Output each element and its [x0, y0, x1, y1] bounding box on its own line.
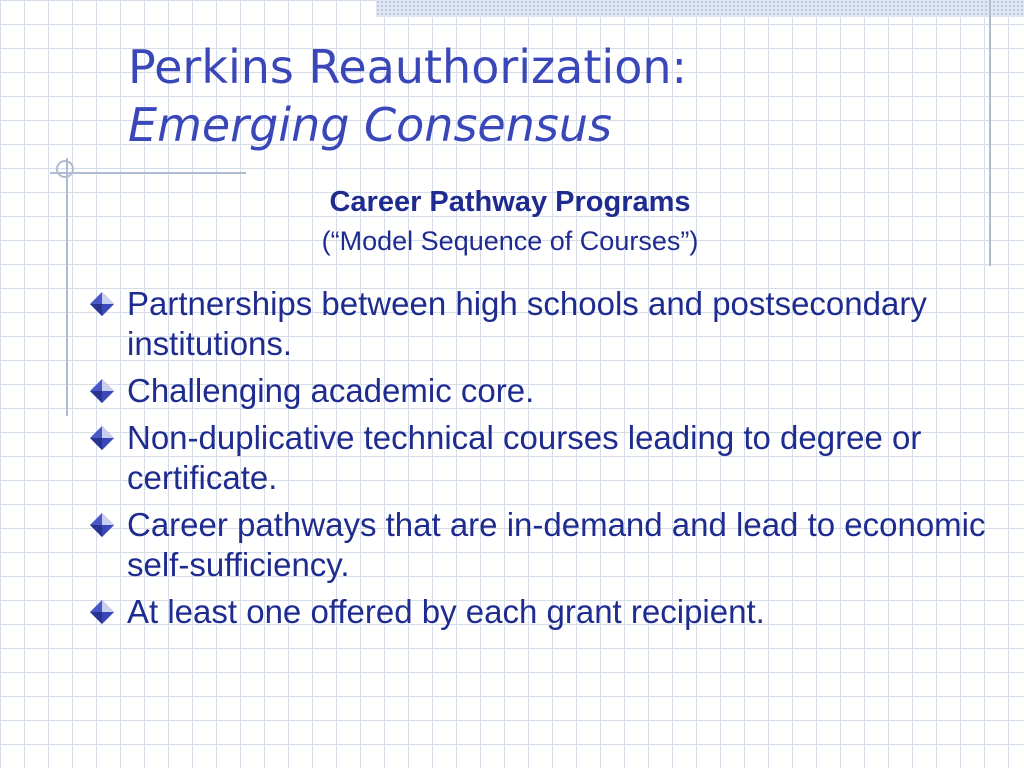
bullet-text: Career pathways that are in-demand and lead to economic self-sufficiency.: [127, 506, 986, 583]
slide-title: [128, 38, 687, 154]
header-band: [376, 0, 1024, 17]
diamond-bullet-icon: [88, 598, 116, 626]
decorative-line-left: [66, 158, 68, 416]
circle-mark-icon: [56, 160, 74, 178]
bullet-item: [88, 505, 988, 585]
diamond-bullet-icon: [88, 511, 116, 539]
slide-subtitle: [200, 183, 820, 261]
bullet-item: [88, 418, 988, 498]
bullet-text: Non-duplicative technical courses leading to degree or certificate.: [127, 419, 922, 496]
decorative-line-right: [989, 0, 991, 266]
bullet-item: [88, 592, 988, 632]
bullet-text: At least one offered by each grant recipient.: [127, 593, 765, 630]
diamond-bullet-icon: [88, 424, 116, 452]
bullet-text: Challenging academic core.: [127, 372, 535, 409]
title-line-2: Emerging Consensus: [128, 98, 612, 152]
bullet-item: [88, 371, 988, 411]
bullet-list: [88, 284, 988, 639]
diamond-bullet-icon: [88, 377, 116, 405]
title-line-1: Perkins Reauthorization:: [128, 40, 687, 94]
subtitle-parenthetical: (“Model Sequence of Courses”): [321, 226, 699, 256]
bullet-text: Partnerships between high schools and postsecondary institutions.: [127, 285, 927, 362]
decorative-line-horizontal: [50, 172, 246, 174]
bullet-item: [88, 284, 988, 364]
subtitle-heading: Career Pathway Programs: [329, 186, 691, 218]
diamond-bullet-icon: [88, 290, 116, 318]
